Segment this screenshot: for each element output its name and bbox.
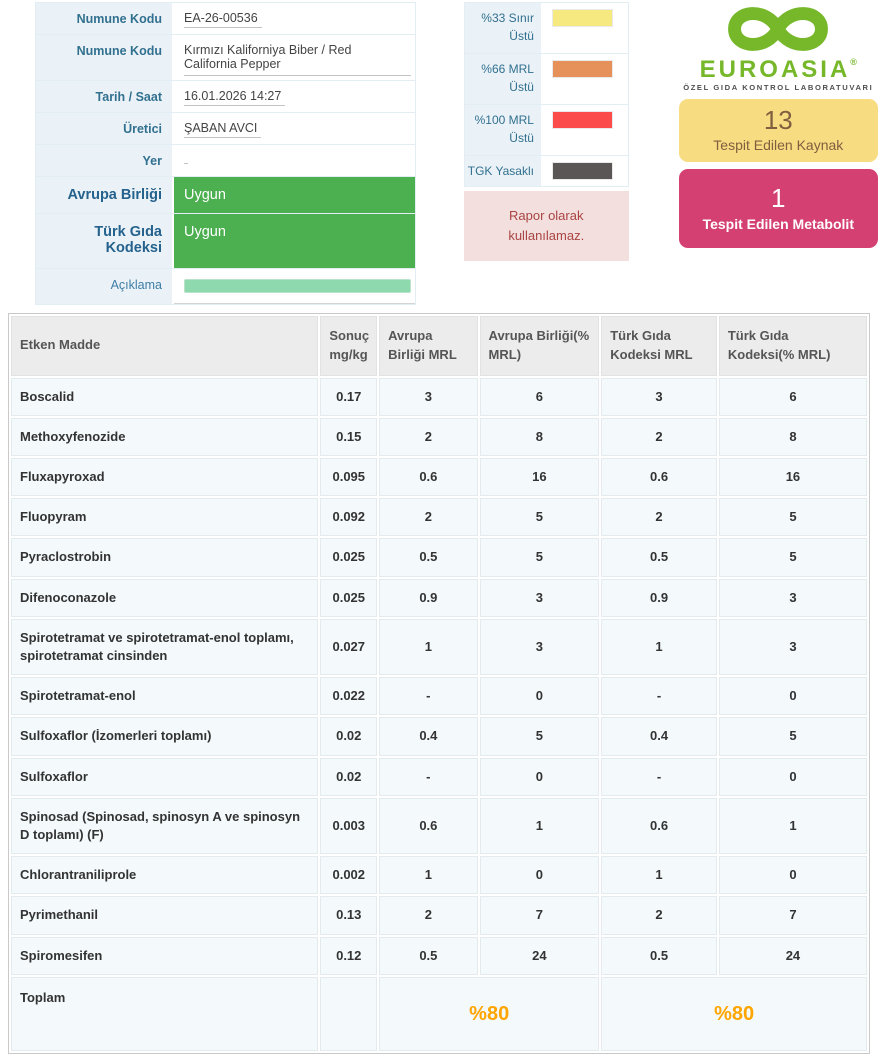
substance-row [11,758,867,796]
mrl-legend-table [464,2,629,187]
form-field-value [174,3,415,34]
form-row [36,35,415,81]
substance-row [11,677,867,715]
tgk-pct-mrl-cell: 16 [719,458,867,496]
form-field-value [174,35,415,80]
compliance-label: Avrupa Birliği [36,177,174,213]
tgk-mrl-cell: 0.4 [601,717,717,755]
eu-pct-mrl-cell: 5 [480,498,600,536]
substance-row [11,856,867,894]
detected-metabolite-count: 1 [771,183,786,214]
tgk-mrl-cell: 1 [601,856,717,894]
legend-swatch-cell [543,156,628,186]
form-row [36,113,415,145]
eu-pct-mrl-cell: 7 [480,896,600,934]
eu-mrl-cell: 2 [379,498,477,536]
eu-pct-mrl-cell: 3 [480,619,600,675]
form-row [36,3,415,35]
form-field-label: Üretici [36,113,174,144]
tgk-pct-mrl-cell: 8 [719,418,867,456]
tgk-mrl-cell: 3 [601,378,717,416]
legend-label: %100 MRL Üstü [465,105,543,155]
substance-name-cell: Spirotetramat-enol [11,677,318,715]
eu-pct-mrl-cell: 3 [480,579,600,617]
result-cell: 0.13 [320,896,377,934]
form-field-input[interactable]: Kırmızı Kaliforniya Biber / Red California Pepper [184,43,411,76]
legend-row [465,54,628,105]
detected-source-label: Tespit Edilen Kaynak [713,137,844,154]
total-label-cell: Toplam [11,977,318,1051]
substance-row [11,717,867,755]
description-label: Açıklama [36,269,174,304]
legend-label: %66 MRL Üstü [465,54,543,104]
result-cell: 0.095 [320,458,377,496]
result-cell: 0.02 [320,717,377,755]
eu-total-cell: %80 [379,977,599,1051]
infinity-logo-icon [719,2,837,56]
form-field-label: Tarih / Saat [36,81,174,112]
eu-mrl-cell: 2 [379,896,477,934]
substance-row [11,579,867,617]
legend-row [465,156,628,187]
eu-mrl-cell: 0.6 [379,798,477,854]
tgk-mrl-cell: 0.6 [601,798,717,854]
eu-mrl-cell: 0.4 [379,717,477,755]
sample-info-form [35,2,416,305]
legend-row [465,3,628,54]
substance-name-cell: Spinosad (Spinosad, spinosyn A ve spinosyn D toplamı) (F) [11,798,318,854]
result-cell: 0.17 [320,378,377,416]
result-cell: 0.027 [320,619,377,675]
results-table-header-row [11,316,867,376]
eu-mrl-cell: 0.9 [379,579,477,617]
eu-pct-mrl-cell: 5 [480,717,600,755]
results-table [8,313,870,1054]
eu-pct-mrl-cell: 1 [480,798,600,854]
result-cell: 0.002 [320,856,377,894]
tgk-pct-mrl-cell: 0 [719,758,867,796]
result-cell: 0.022 [320,677,377,715]
brand-column [679,2,878,248]
tgk-mrl-cell: - [601,758,717,796]
eu-mrl-cell: 0.5 [379,538,477,576]
substance-name-cell: Pyraclostrobin [11,538,318,576]
total-empty-cell [320,977,377,1051]
report-header-section [0,0,878,305]
eu-mrl-cell: 3 [379,378,477,416]
legend-color-swatch [552,9,613,27]
compliance-status-value: Uygun [174,214,415,268]
description-value [174,269,415,304]
tgk-pct-mrl-cell: 6 [719,378,867,416]
result-cell: 0.003 [320,798,377,854]
legend-color-swatch [552,60,613,78]
substance-name-cell: Difenoconazole [11,579,318,617]
detected-source-badge [679,99,878,163]
tgk-pct-mrl-cell: 24 [719,937,867,975]
eu-mrl-cell: 2 [379,418,477,456]
column-header: Türk Gıda Kodeksi MRL [601,316,717,376]
mrl-legend-panel [464,2,629,261]
tgk-pct-mrl-cell: 0 [719,677,867,715]
substance-row [11,498,867,536]
form-field-input[interactable]: ŞABAN AVCI [184,121,261,138]
substance-row [11,798,867,854]
tgk-mrl-cell: 0.5 [601,538,717,576]
legend-label: %33 Sınır Üstü [465,3,543,53]
result-cell: 0.02 [320,758,377,796]
column-header: Etken Madde [11,316,318,376]
eu-mrl-cell: - [379,758,477,796]
substance-name-cell: Pyrimethanil [11,896,318,934]
form-field-label: Yer [36,145,174,176]
tgk-mrl-cell: 0.5 [601,937,717,975]
eu-pct-mrl-cell: 24 [480,937,600,975]
substance-name-cell: Sulfoxaflor (İzomerleri toplamı) [11,717,318,755]
tgk-pct-mrl-cell: 3 [719,579,867,617]
tgk-mrl-cell: 2 [601,418,717,456]
result-cell: 0.12 [320,937,377,975]
tgk-mrl-cell: 0.6 [601,458,717,496]
legend-swatch-cell [543,3,628,53]
eu-pct-mrl-cell: 8 [480,418,600,456]
substance-name-cell: Spirotetramat ve spirotetramat-enol toplamı, spirotetramat cinsinden [11,619,318,675]
compliance-row [36,177,415,214]
tgk-mrl-cell: 2 [601,896,717,934]
detected-metabolite-badge [679,169,878,248]
tgk-mrl-cell: 2 [601,498,717,536]
eu-pct-mrl-cell: 5 [480,538,600,576]
form-field-input[interactable]: EA-26-00536 [184,11,262,28]
tgk-pct-mrl-cell: 5 [719,538,867,576]
eu-mrl-cell: - [379,677,477,715]
column-header: Sonuç mg/kg [320,316,377,376]
result-cell: 0.15 [320,418,377,456]
result-cell: 0.025 [320,579,377,617]
eu-pct-mrl-cell: 6 [480,378,600,416]
result-cell: 0.092 [320,498,377,536]
substance-row [11,619,867,675]
compliance-row [36,214,415,269]
substance-name-cell: Fluopyram [11,498,318,536]
eu-pct-mrl-cell: 0 [480,758,600,796]
tgk-pct-mrl-cell: 7 [719,896,867,934]
column-header: Avrupa Birliği MRL [379,316,477,376]
eu-mrl-cell: 1 [379,856,477,894]
result-cell: 0.025 [320,538,377,576]
brand-name: EUROASIA® [699,56,857,83]
substance-row [11,937,867,975]
substance-row [11,896,867,934]
substance-row [11,538,867,576]
report-disclaimer-note: Rapor olarak kullanılamaz. [464,191,629,261]
eu-pct-mrl-cell: 0 [480,856,600,894]
detected-source-count: 13 [763,104,793,135]
substance-name-cell: Sulfoxaflor [11,758,318,796]
eu-mrl-cell: 1 [379,619,477,675]
column-header: Avrupa Birliği(% MRL) [480,316,600,376]
substance-name-cell: Methoxyfenozide [11,418,318,456]
legend-swatch-cell [543,105,628,155]
tgk-mrl-cell: - [601,677,717,715]
form-field-input[interactable]: 16.01.2026 14:27 [184,89,285,106]
legend-swatch-cell [543,54,628,104]
compliance-label: Türk Gıda Kodeksi [36,214,174,268]
substance-name-cell: Boscalid [11,378,318,416]
tgk-mrl-cell: 0.9 [601,579,717,617]
tgk-pct-mrl-cell: 5 [719,498,867,536]
substance-name-cell: Spiromesifen [11,937,318,975]
tgk-pct-mrl-cell: 1 [719,798,867,854]
legend-color-swatch [552,111,613,129]
form-field-value [174,113,415,144]
eu-pct-mrl-cell: 0 [480,677,600,715]
substance-name-cell: Fluxapyroxad [11,458,318,496]
description-progress-bar [184,279,411,293]
form-field-value [174,81,415,112]
euroasia-logo [679,2,878,92]
form-field-label: Numune Kodu [36,35,174,80]
form-field-label: Numune Kodu [36,3,174,34]
compliance-status-value: Uygun [174,177,415,213]
eu-mrl-cell: 0.6 [379,458,477,496]
detected-metabolite-label: Tespit Edilen Metabolit [702,215,854,232]
tgk-pct-mrl-cell: 3 [719,619,867,675]
description-row [36,269,415,305]
registered-mark: ® [850,57,857,67]
substance-row [11,418,867,456]
substance-row [11,378,867,416]
substance-name-cell: Chlorantraniliprole [11,856,318,894]
column-header: Türk Gıda Kodeksi(% MRL) [719,316,867,376]
tgk-mrl-cell: 1 [601,619,717,675]
legend-color-swatch [552,162,613,180]
legend-label: TGK Yasaklı [465,156,543,186]
tgk-total-cell: %80 [601,977,867,1051]
form-row [36,145,415,177]
eu-mrl-cell: 0.5 [379,937,477,975]
eu-pct-mrl-cell: 16 [480,458,600,496]
total-row [11,977,867,1051]
tgk-pct-mrl-cell: 5 [719,717,867,755]
form-row [36,81,415,113]
legend-row [465,105,628,156]
substance-row [11,458,867,496]
brand-tagline: ÖZEL GIDA KONTROL LABORATUVARI [683,83,874,92]
form-field-input[interactable] [184,161,188,164]
tgk-pct-mrl-cell: 0 [719,856,867,894]
form-field-value [174,145,415,176]
